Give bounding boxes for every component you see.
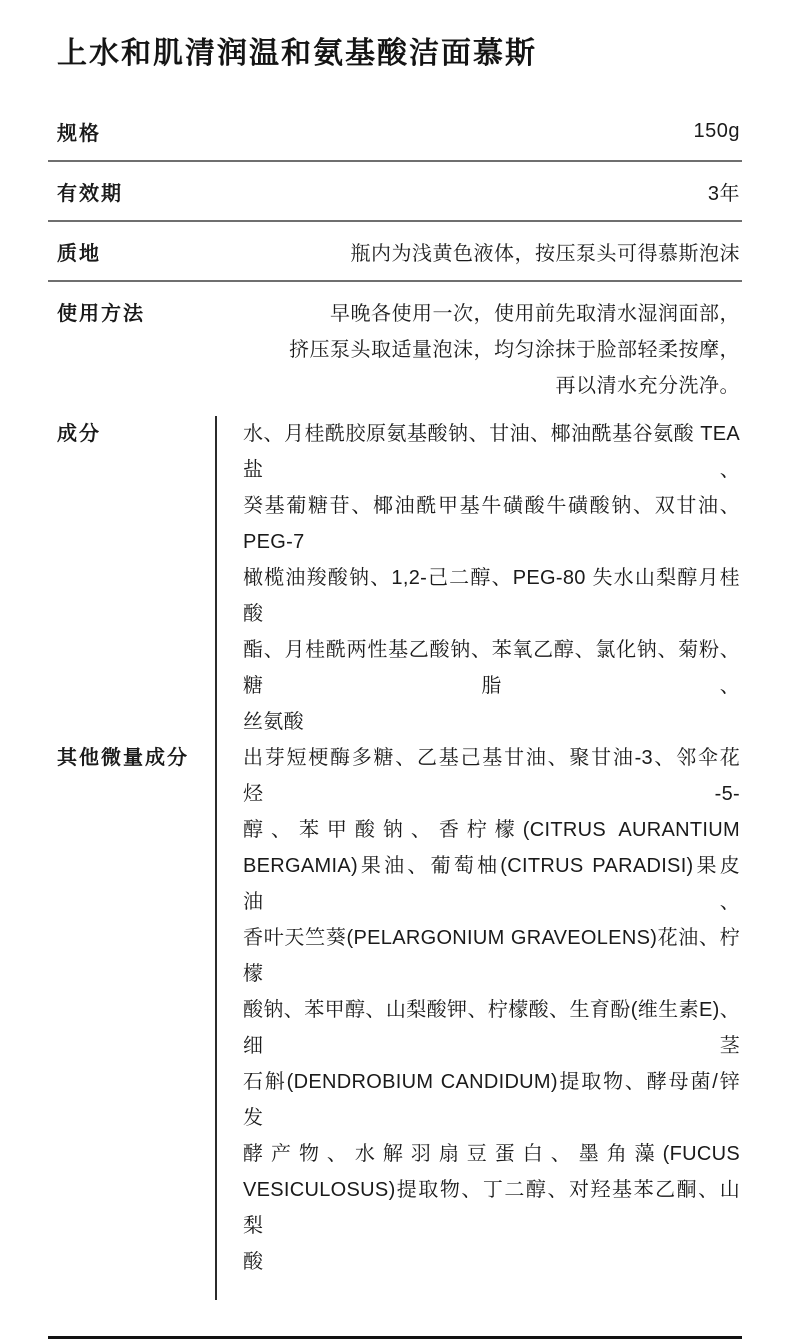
spec-label: 使用方法 xyxy=(57,303,145,325)
spec-label: 有效期 xyxy=(57,182,123,205)
text-line: 出芽短梗酶多糖、乙基己基甘油、聚甘油-3、邻伞花烃-5- xyxy=(243,747,740,805)
text-line: 香叶天竺葵(PELARGONIUM GRAVEOLENS)花油、柠檬 xyxy=(243,927,740,985)
spec-value: 瓶内为浅黄色液体，按压泵头可得慕斯泡沫 xyxy=(350,242,740,265)
text-line: BERGAMIA)果油、葡萄柚(CITRUS PARADISI)果皮油、 xyxy=(243,855,740,913)
ingredients-list xyxy=(215,416,742,740)
text-line: 再以清水充分洗净。 xyxy=(555,375,740,397)
text-line: 酸钠、苯甲醇、山梨酸钾、柠檬酸、生育酚(维生素E)、细茎 xyxy=(243,999,740,1057)
text-line: 橄榄油羧酸钠、1,2-己二醇、PEG-80 失水山梨醇月桂酸 xyxy=(243,567,740,625)
spec-value: 150g xyxy=(693,119,740,142)
spec-row-specification xyxy=(48,102,742,162)
text-line: 酵产物、水解羽扇豆蛋白、墨角藻(FUCUS xyxy=(243,1143,740,1165)
text-line: 早晚各使用一次，使用前先取清水湿润面部， xyxy=(330,303,740,325)
spec-row-texture xyxy=(48,222,742,282)
text-line: 挤压泵头取适量泡沫，均匀涂抹于脸部轻柔按摩， xyxy=(289,339,740,361)
text-line: 酸 xyxy=(243,1251,264,1273)
spec-value: 3年 xyxy=(707,182,740,205)
usage-instructions xyxy=(289,296,740,404)
page-title: 上水和肌清润温和氨基酸洁面慕斯 xyxy=(57,37,537,70)
trace-ingredients-list xyxy=(215,740,742,1300)
text-line: 醇、苯甲酸钠、香柠檬(CITRUS AURANTIUM xyxy=(243,819,740,841)
trace-ingredients-label: 其他微量成分 xyxy=(57,747,189,769)
text-line: 酯、月桂酰两性基乙酸钠、苯氧乙醇、氯化钠、菊粉、糖脂、 xyxy=(243,639,740,697)
text-line: 水、月桂酰胶原氨基酸钠、甘油、椰油酰基谷氨酸 TEA 盐、 xyxy=(243,423,740,481)
text-line: 石斛(DENDROBIUM CANDIDUM)提取物、酵母菌/锌发 xyxy=(243,1071,740,1129)
spec-table xyxy=(48,102,742,404)
product-spec-sheet xyxy=(48,0,742,1339)
ingredients-label: 成分 xyxy=(57,423,101,445)
text-line: 癸基葡糖苷、椰油酰甲基牛磺酸牛磺酸钠、双甘油、PEG-7 xyxy=(243,495,740,553)
spec-label: 规格 xyxy=(57,122,101,145)
ingredients-table xyxy=(48,416,742,1300)
spec-label: 质地 xyxy=(57,242,101,265)
spec-row-shelf-life xyxy=(48,162,742,222)
text-line: VESICULOSUS)提取物、丁二醇、对羟基苯乙酮、山梨 xyxy=(243,1179,740,1237)
spec-row-usage xyxy=(48,282,742,404)
text-line: 丝氨酸 xyxy=(243,711,304,733)
